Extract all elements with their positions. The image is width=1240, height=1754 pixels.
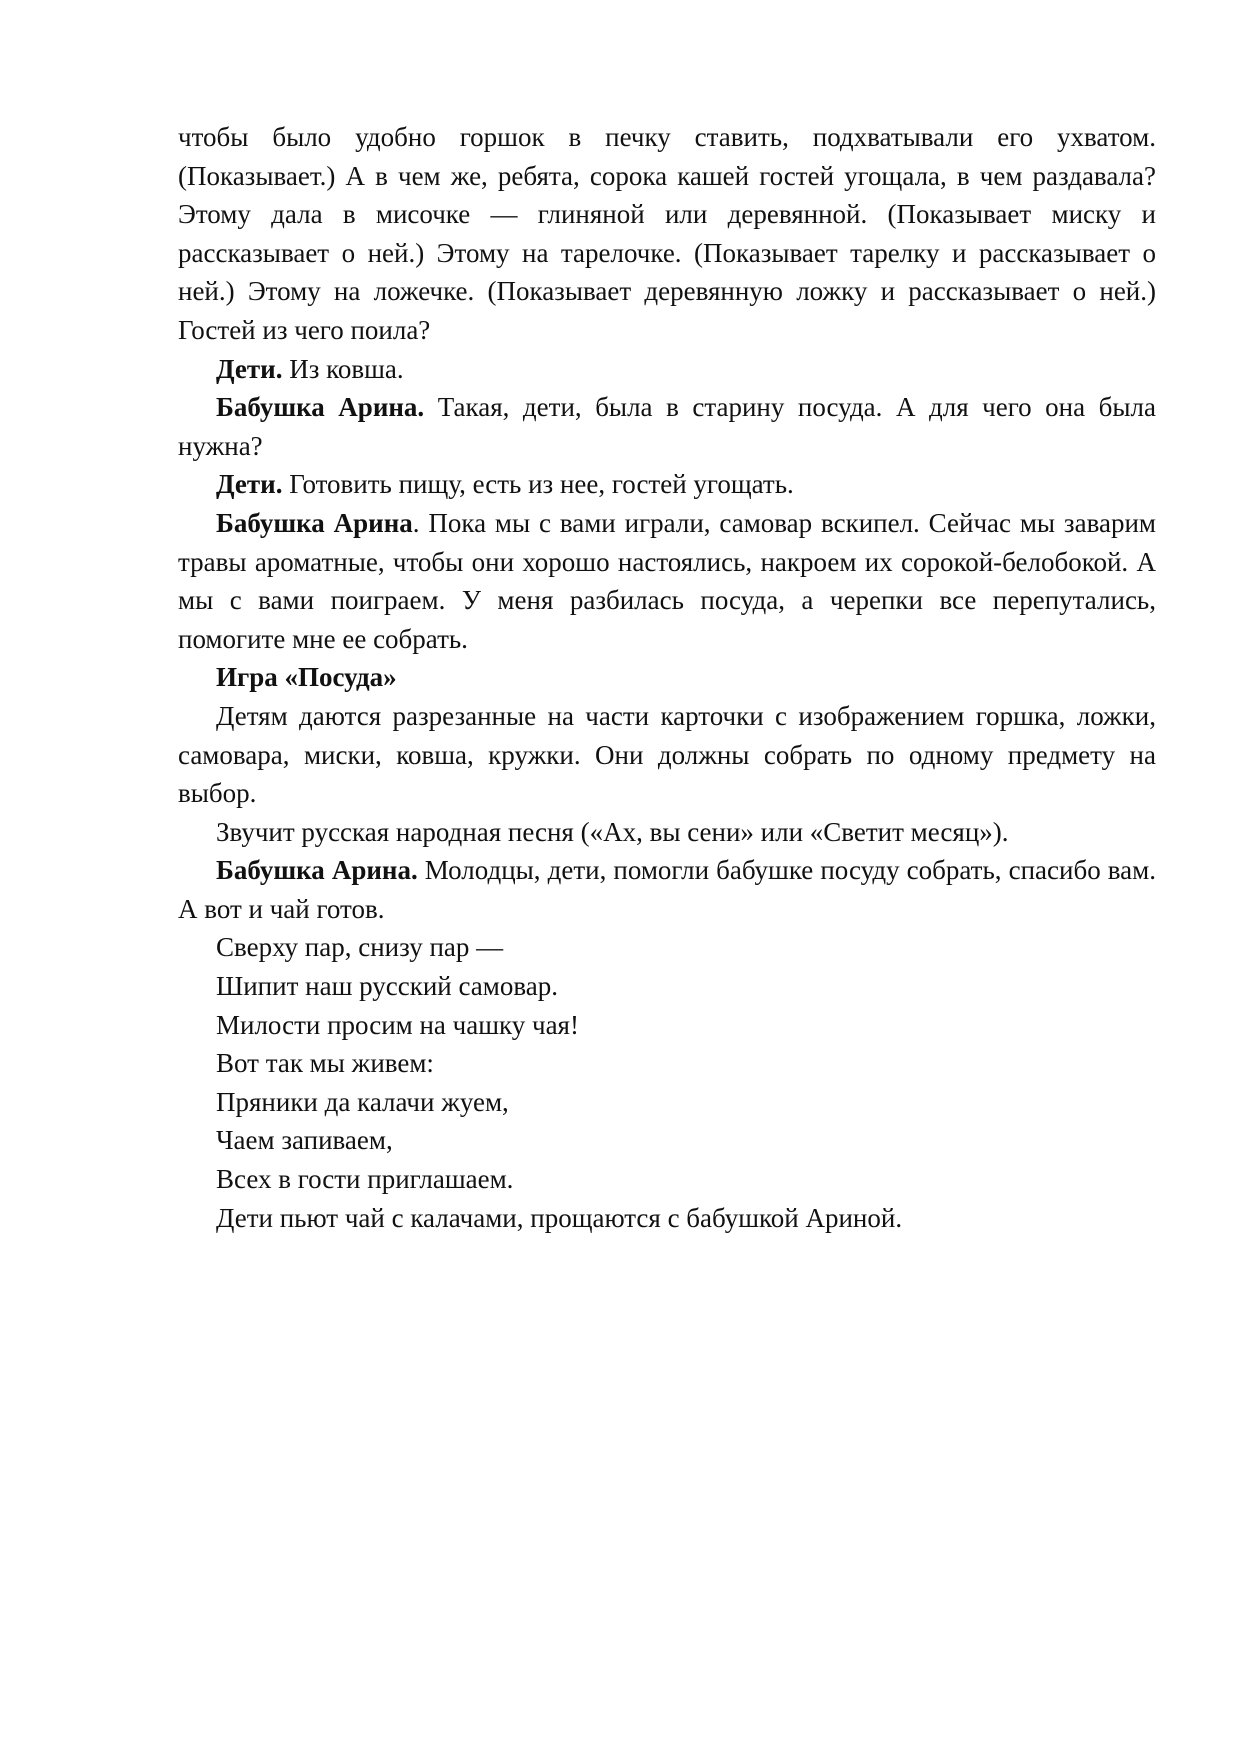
paragraph-children-answer-2 bbox=[178, 465, 1156, 504]
verse-line: Всех в гости приглашаем. bbox=[216, 1164, 514, 1195]
verse-line: Чаем запиваем, bbox=[216, 1125, 393, 1156]
verse-line: Пряники да калачи жуем, bbox=[216, 1086, 509, 1117]
line-text: Молодцы, дети, помогли бабушке посуду собрать, спасибо вам. А вот и чай готов. bbox=[178, 855, 1156, 924]
paragraph-grandma-arina-2 bbox=[178, 504, 1156, 658]
paragraph-game-description: Детям даются разрезанные на части карточки с изображением горшка, ложки, самовара, миски, ковша, кружки. Они должны собрать по одному предмету на выбор. bbox=[178, 700, 1156, 809]
verse-line: Милости просим на чашку чая! bbox=[216, 1009, 579, 1040]
speaker-label: Бабушка Арина. bbox=[216, 392, 425, 423]
verse-line: Шипит наш русский самовар. bbox=[216, 971, 558, 1002]
line-text: Такая, дети, была в старину посуда. А для чего она была нужна? bbox=[178, 392, 1156, 461]
line-text: Из ковша. bbox=[282, 353, 404, 384]
verse-line: Сверху пар, снизу пар — bbox=[216, 932, 504, 963]
speaker-label: Бабушка Арина bbox=[216, 507, 413, 538]
line-text: Готовить пищу, есть из нее, гостей угощать. bbox=[282, 469, 794, 500]
paragraph-children-answer-1 bbox=[178, 350, 1156, 389]
paragraph-song-note: Звучит русская народная песня («Ах, вы сени» или «Светит месяц»). bbox=[216, 816, 1009, 847]
paragraph-grandma-arina-1 bbox=[178, 388, 1156, 465]
line-text: . Пока мы с вами играли, самовар вскипел. Сейчас мы заварим травы ароматные, чтобы они хорошо настоялись, накроем их сорокой-белобокой. А мы с вами поиграем. У меня разбилась посуда, а черепки все перепутались, помогите мне ее собрать. bbox=[178, 507, 1156, 654]
document-page bbox=[178, 118, 1156, 1237]
speaker-label: Дети. bbox=[216, 353, 283, 384]
verse-line: Вот так мы живем: bbox=[216, 1048, 434, 1079]
game-title: Игра «Посуда» bbox=[216, 662, 397, 693]
speaker-label: Дети. bbox=[216, 469, 283, 500]
paragraph-intro: чтобы было удобно горшок в печку ставить, подхватывали его ухватом. (Показывает.) А в чем же, ребята, сорока кашей гостей угощала, в чем раздавала? Этому дала в мисочке — глиняной или деревянной. (Показывает миску и рассказывает о ней.) Этому на тарелочке. (Показывает тарелку и рассказывает о ней.) Этому на ложечке. (Показывает деревянную ложку и рассказывает о ней.) Гостей из чего поила? bbox=[178, 122, 1156, 345]
paragraph-closing: Дети пьют чай с калачами, прощаются с бабушкой Ариной. bbox=[216, 1202, 903, 1233]
speaker-label: Бабушка Арина. bbox=[216, 855, 418, 886]
paragraph-grandma-arina-3 bbox=[178, 851, 1156, 928]
